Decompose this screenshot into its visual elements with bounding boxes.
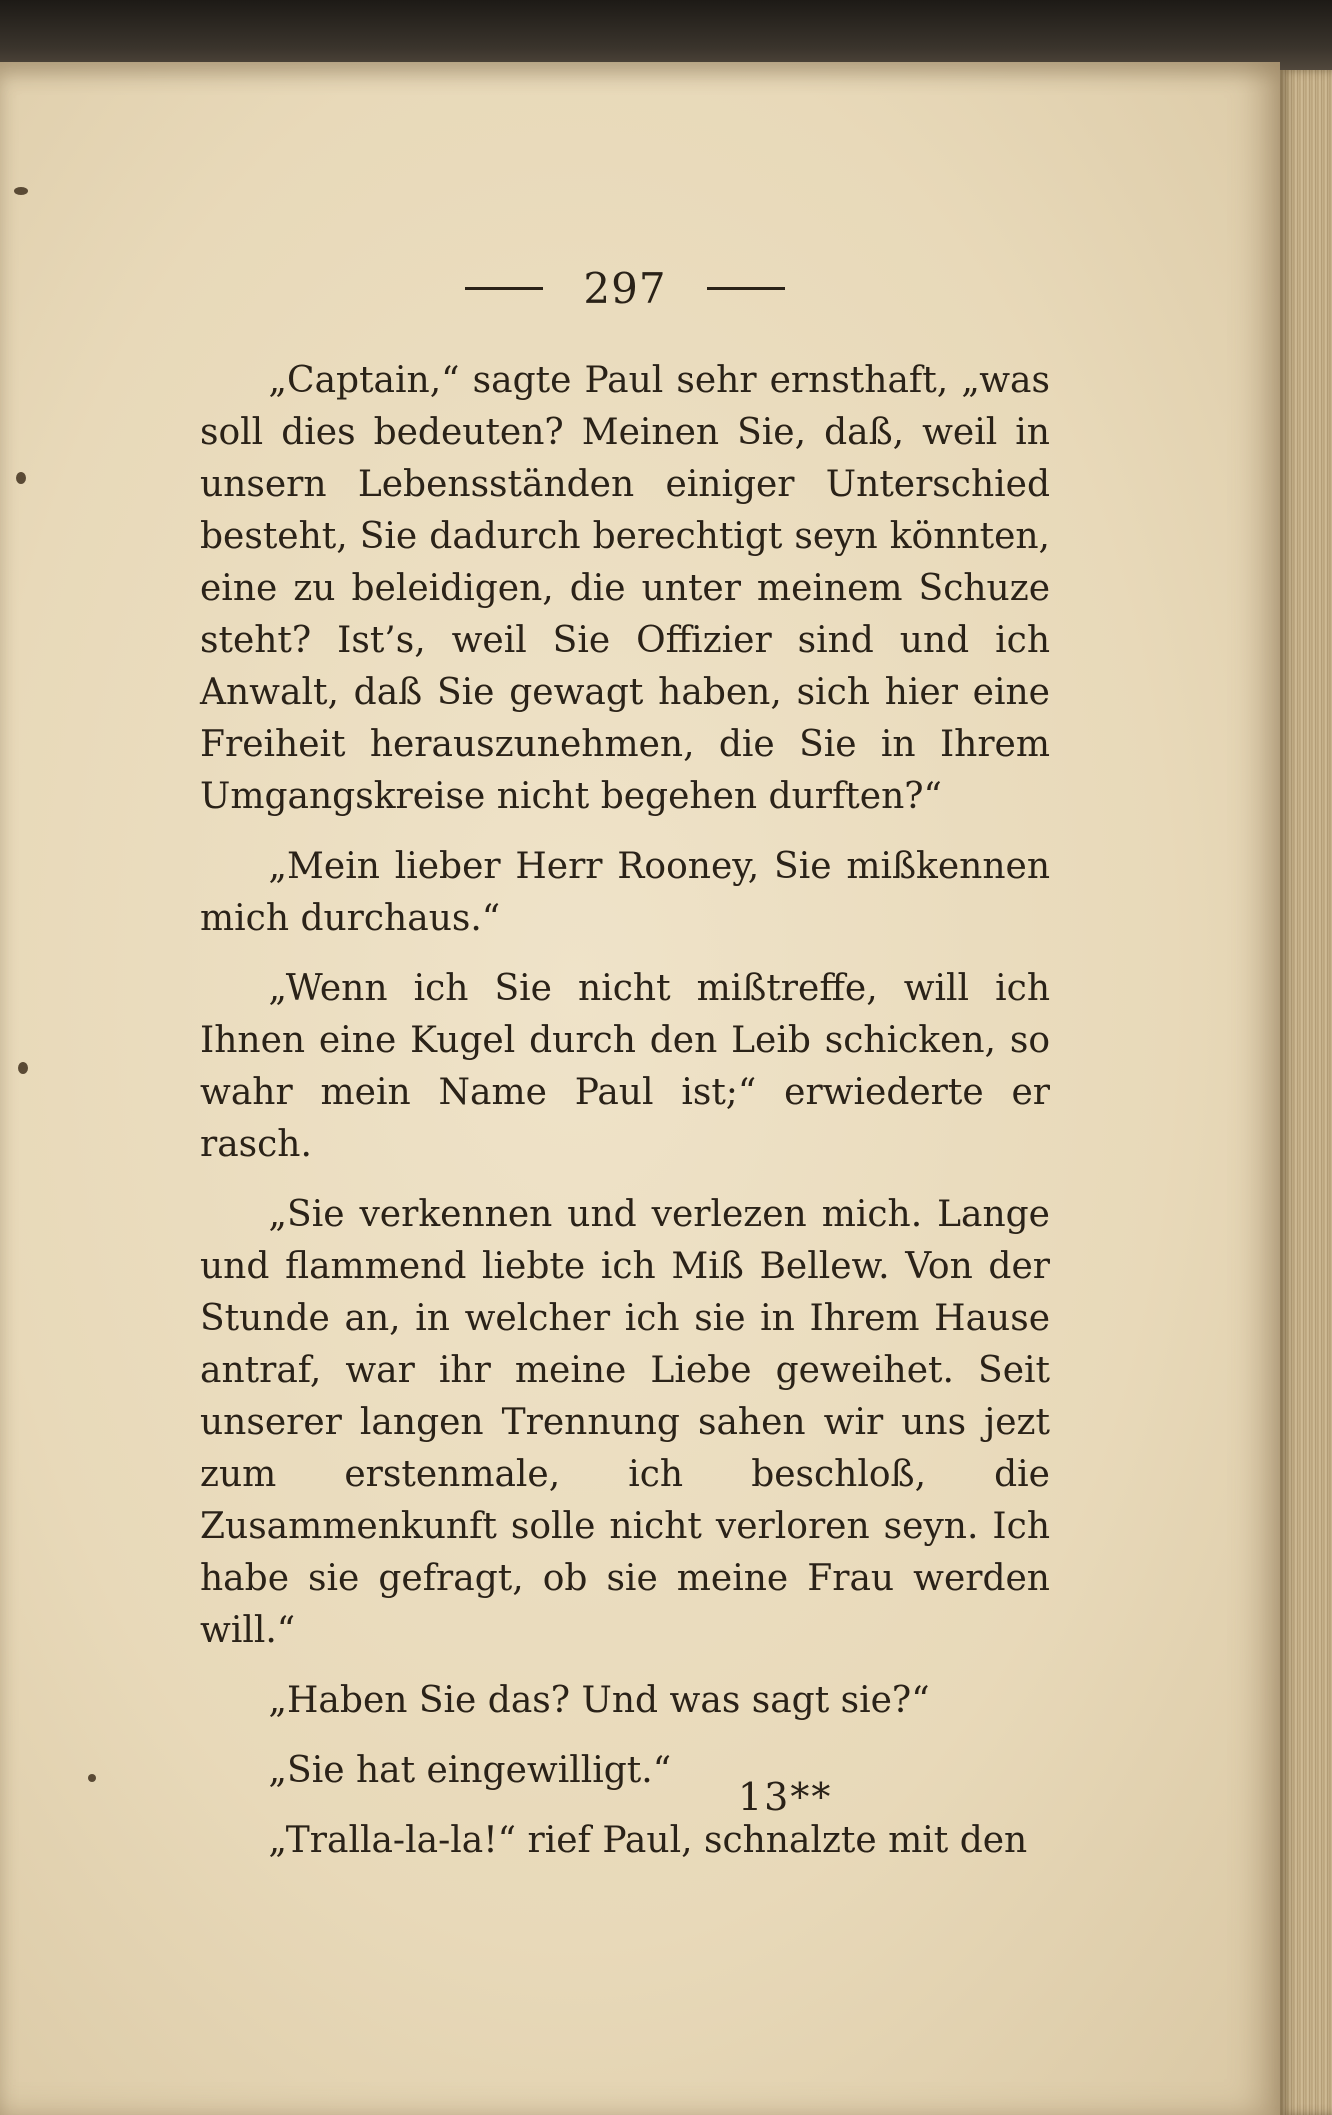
binding-mark xyxy=(16,472,26,484)
page-number: 297 xyxy=(583,263,667,313)
page-edges xyxy=(1280,70,1332,2115)
page-header xyxy=(440,258,810,318)
printer-signature: 13** xyxy=(738,1775,833,1819)
paragraph: „Wenn ich Sie nicht mißtreffe, will ich Ihnen eine Kugel durch den Leib schicken, so wahr mein Name Paul ist;“ erwiederte er rasch. xyxy=(200,968,1050,1165)
paragraph: „Tralla-la-la!“ rief Paul, schnalzte mit den xyxy=(268,1820,1028,1861)
paragraph: „Haben Sie das? Und was sagt sie?“ xyxy=(268,1680,930,1721)
header-dash-right xyxy=(707,287,785,290)
paragraph: „Sie verkennen und verlezen mich. Lange und flammend liebte ich Miß Bellew. Von der Stunde an, in welcher ich sie in Ihrem Hause antraf, war ihr meine Liebe geweihet. Seit unserer langen Trennung sahen wir uns jezt zum erstenmale, ich beschloß, die Zusammenkunft solle nicht verloren seyn. Ich habe sie gefragt, ob sie meine Frau werden will.“ xyxy=(200,1194,1050,1651)
binding-mark xyxy=(14,187,28,195)
paragraph: „Mein lieber Herr Rooney, Sie mißkennen mich durchaus.“ xyxy=(200,846,1050,939)
binding-mark xyxy=(88,1774,96,1782)
header-dash-left xyxy=(465,287,543,290)
paragraph: „Captain,“ sagte Paul sehr ernsthaft, „was soll dies bedeuten? Meinen Sie, daß, weil in unsern Lebensständen einiger Unterschied besteht, Sie dadurch berechtigt seyn könnten, eine zu beleidigen, die unter meinem Schuze steht? Ist’s, weil Sie Offizier sind und ich Anwalt, daß Sie gewagt haben, sich hier eine Freiheit herauszunehmen, die Sie in Ihrem Umgangskreise nicht begehen durften?“ xyxy=(200,360,1050,817)
body-text xyxy=(200,355,1050,1885)
binding-mark xyxy=(18,1062,28,1074)
paragraph: „Sie hat eingewilligt.“ xyxy=(268,1750,672,1791)
